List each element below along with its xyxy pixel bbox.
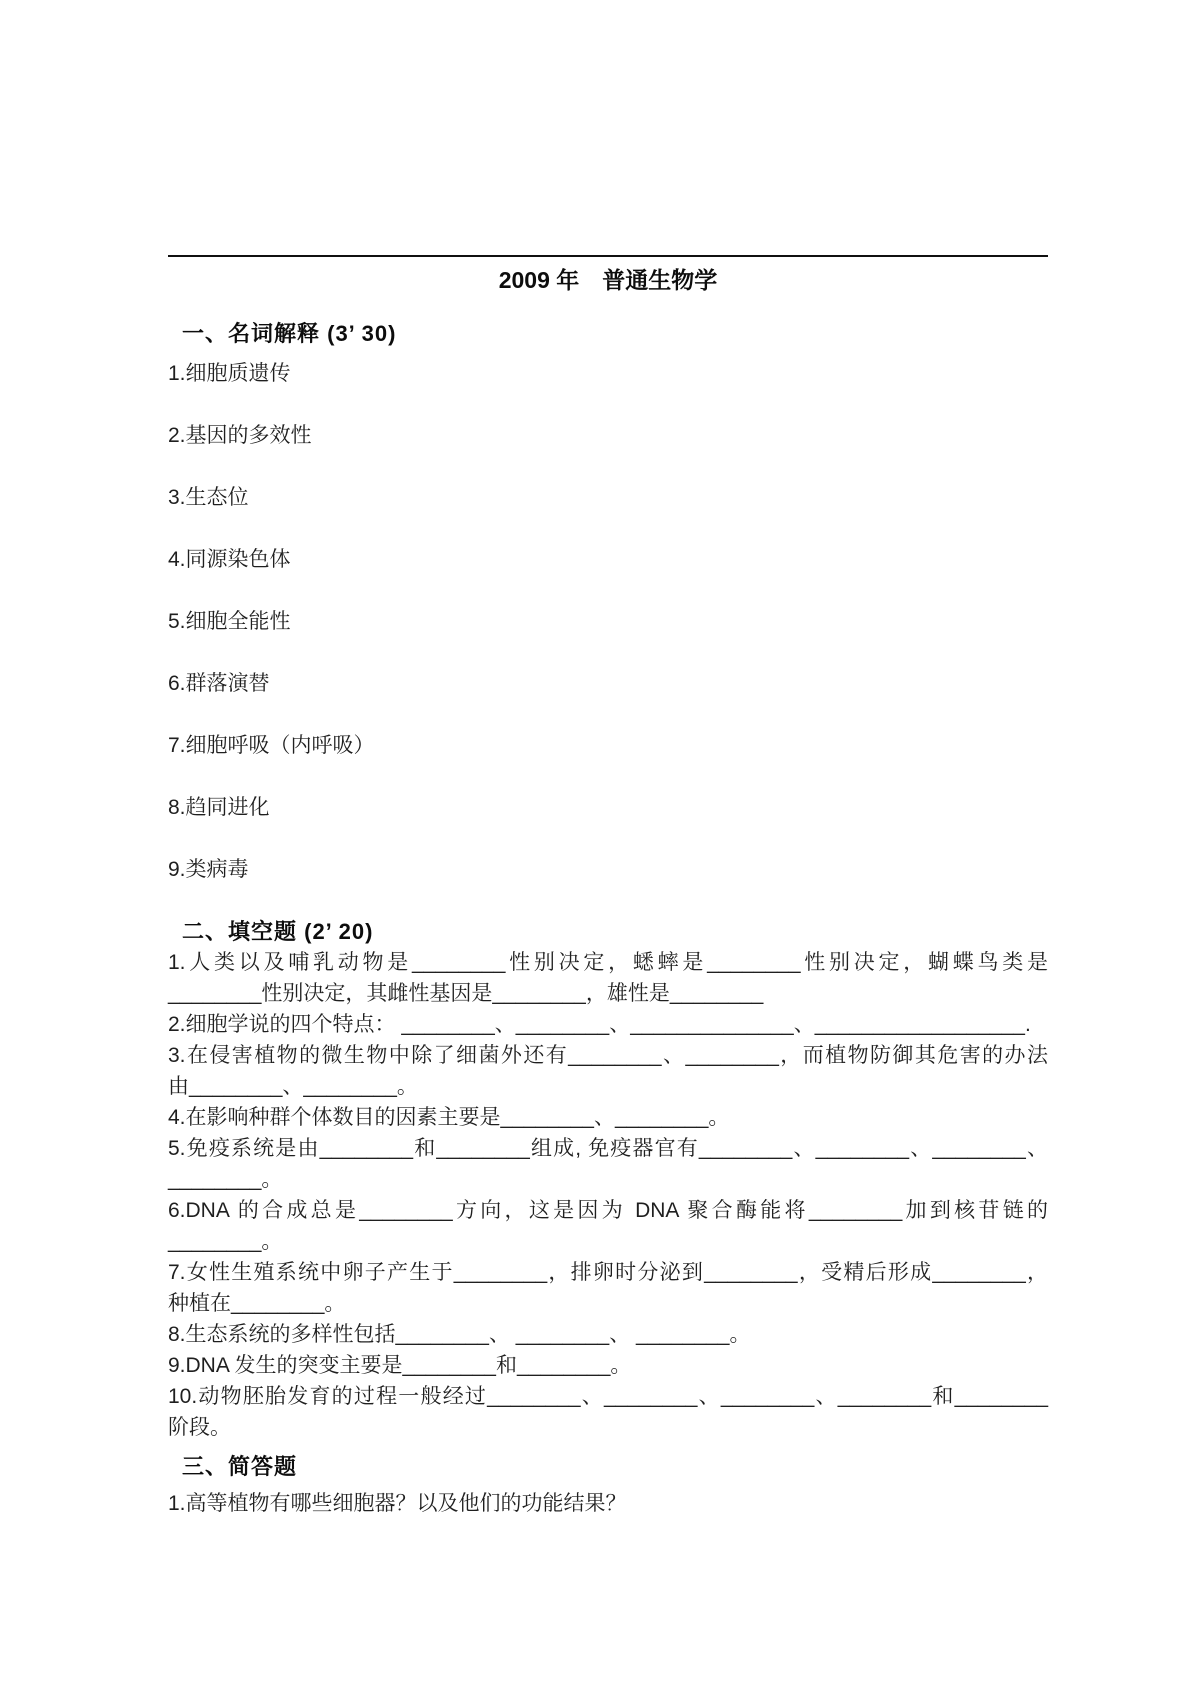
blank-question bbox=[168, 1040, 1048, 1102]
term-item: 7.细胞呼吸（内呼吸） bbox=[168, 734, 375, 757]
blank-question bbox=[168, 1257, 1048, 1319]
term-item: 2.基因的多效性 bbox=[168, 424, 312, 447]
question-line: 3.在侵害植物的微生物中除了细菌外还有________、________，而植物防御其危害的办法 bbox=[168, 1044, 1048, 1067]
term-item: 4.同源染色体 bbox=[168, 548, 291, 571]
question-line: 种植在________。 bbox=[168, 1292, 346, 1315]
page-title: 2009 年 普通生物学 bbox=[498, 267, 718, 293]
term-item: 9.类病毒 bbox=[168, 858, 249, 881]
question-line: 5.免疫系统是由________和________组成, 免疫器官有________、________、________、 bbox=[168, 1137, 1048, 1160]
blank-question bbox=[168, 1009, 1048, 1040]
question-line: 10.动物胚胎发育的过程一般经过________、________、________、________和________ bbox=[168, 1385, 1048, 1408]
question-line: 6.DNA 的合成总是________方向，这是因为 DNA 聚合酶能将________加到核苷链的 bbox=[168, 1199, 1048, 1222]
blank-question bbox=[168, 1350, 1048, 1381]
blank-question bbox=[168, 947, 1048, 1009]
question-line: 2.细胞学说的四个特点： ________、________、______________、__________________. bbox=[168, 1013, 1031, 1036]
short-answer-question: 1.高等植物有哪些细胞器？以及他们的功能结果？ bbox=[168, 1492, 627, 1515]
question-line: ________性别决定，其雌性基因是________，雄性是________ bbox=[168, 982, 764, 1005]
section-heading: 二、填空题 (2’ 20) bbox=[182, 919, 374, 944]
term-item: 3.生态位 bbox=[168, 486, 249, 509]
term-item: 6.群落演替 bbox=[168, 672, 270, 695]
question-line: ________。 bbox=[168, 1168, 283, 1191]
question-line: 9.DNA 发生的突变主要是________和________。 bbox=[168, 1354, 632, 1377]
blank-question bbox=[168, 1381, 1048, 1443]
question-line: 由________、________。 bbox=[168, 1075, 418, 1098]
blank-question bbox=[168, 1102, 1048, 1133]
question-line: ________。 bbox=[168, 1230, 283, 1253]
question-line: 1.人类以及哺乳动物是________性别决定，蟋蟀是________性别决定，蝴蝶鸟类是 bbox=[168, 951, 1048, 974]
section-heading: 一、名词解释 (3’ 30) bbox=[182, 321, 397, 346]
section-term-definitions bbox=[168, 318, 1048, 885]
blank-question bbox=[168, 1195, 1048, 1257]
question-line: 7.女性生殖系统中卵子产生于________，排卵时分泌到________，受精后形成________， bbox=[168, 1261, 1048, 1284]
question-line: 阶段。 bbox=[168, 1416, 231, 1439]
document-content bbox=[168, 0, 1048, 1519]
term-item: 1.细胞质遗传 bbox=[168, 362, 291, 385]
term-item: 8.趋同进化 bbox=[168, 796, 270, 819]
section-fill-in-blanks bbox=[168, 916, 1048, 1443]
term-item: 5.细胞全能性 bbox=[168, 610, 291, 633]
blank-question bbox=[168, 1133, 1048, 1195]
question-line: 8.生态系统的多样性包括________、 ________、 ________。 bbox=[168, 1323, 751, 1346]
question-line: 4.在影响种群个体数目的因素主要是________、________。 bbox=[168, 1106, 730, 1129]
section-short-answer bbox=[168, 1451, 1048, 1519]
header-divider-rule bbox=[168, 255, 1048, 257]
section-heading: 三、简答题 bbox=[182, 1454, 298, 1479]
blank-question bbox=[168, 1319, 1048, 1350]
